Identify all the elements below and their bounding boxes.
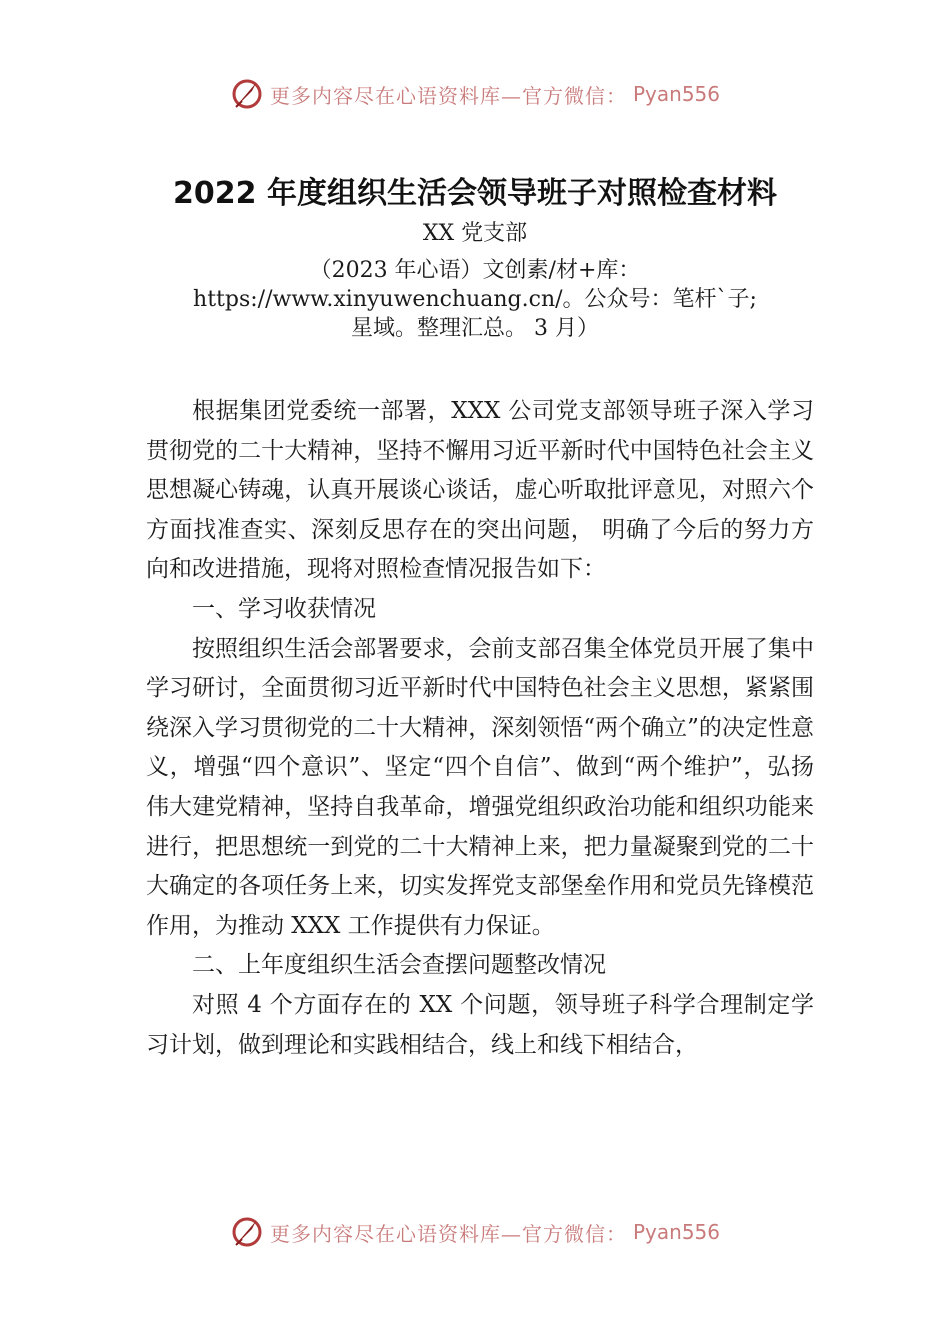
document-body xyxy=(146,392,814,1065)
watermark-wechat-id: Pyan556 xyxy=(632,82,720,106)
quill-logo-icon xyxy=(230,1215,264,1249)
document-org: XX 党支部 xyxy=(422,221,528,246)
watermark-banner-bottom xyxy=(0,1208,950,1256)
watermark-text: 更多内容尽在心语资料库—官方微信： xyxy=(269,1221,627,1246)
watermark-banner-top xyxy=(0,70,950,118)
paragraph-intro: 根据集团党委统一部署，XXX 公司党支部领导班子深入学习贯彻党的二十大精神，坚持不懈用习近平新时代中国特色社会主义思想凝心铸魂，认真开展谈心谈话，虚心听取批评意见，对照六个方面找准查实、深刻反思存在的突出问题， 明确了今后的努力方向和改进措施，现将对照检查情况报告如下： xyxy=(146,398,814,583)
paragraph-section-1: 按照组织生活会部署要求，会前支部召集全体党员开展了集中学习研讨，全面贯彻习近平新时代中国特色社会主义思想，紧紧围绕深入学习贯彻党的二十大精神，深刻领悟“两个确立”的决定性意义，增强“四个意识”、坚定“四个自信”、做到“两个维护”，弘扬伟大建党精神，坚持自我革命，增强党组织政治功能和组织功能来进行，把思想统一到党的二十大精神上来，把力量凝聚到党的二十大确定的各项任务上来，切实发挥党支部堡垒作用和党员先锋模范作用，为推动 XXX 工作提供有力保证。 xyxy=(146,635,814,939)
watermark-text: 更多内容尽在心语资料库—官方微信： xyxy=(269,83,627,108)
document-title: 2022 年度组织生活会领导班子对照检查材料 xyxy=(173,176,777,211)
source-note-line: 星域。整理汇总。 3 月） xyxy=(351,316,599,341)
source-note xyxy=(150,256,800,343)
paragraph-section-2: 对照 4 个方面存在的 XX 个问题，领导班子科学合理制定学习计划，做到理论和实践相结合，线上和线下相结合， xyxy=(146,991,814,1058)
source-note-line: （2023 年心语）文创素/材+库： xyxy=(309,258,641,283)
quill-logo-icon xyxy=(230,77,264,111)
section-heading-1: 一、学习收获情况 xyxy=(192,595,376,622)
section-heading-2: 二、上年度组织生活会查摆问题整改情况 xyxy=(192,952,606,979)
source-note-line: https://www.xinyuwenchuang.cn/。公众号：笔杆`子; xyxy=(193,287,757,312)
watermark-wechat-id: Pyan556 xyxy=(632,1220,720,1244)
